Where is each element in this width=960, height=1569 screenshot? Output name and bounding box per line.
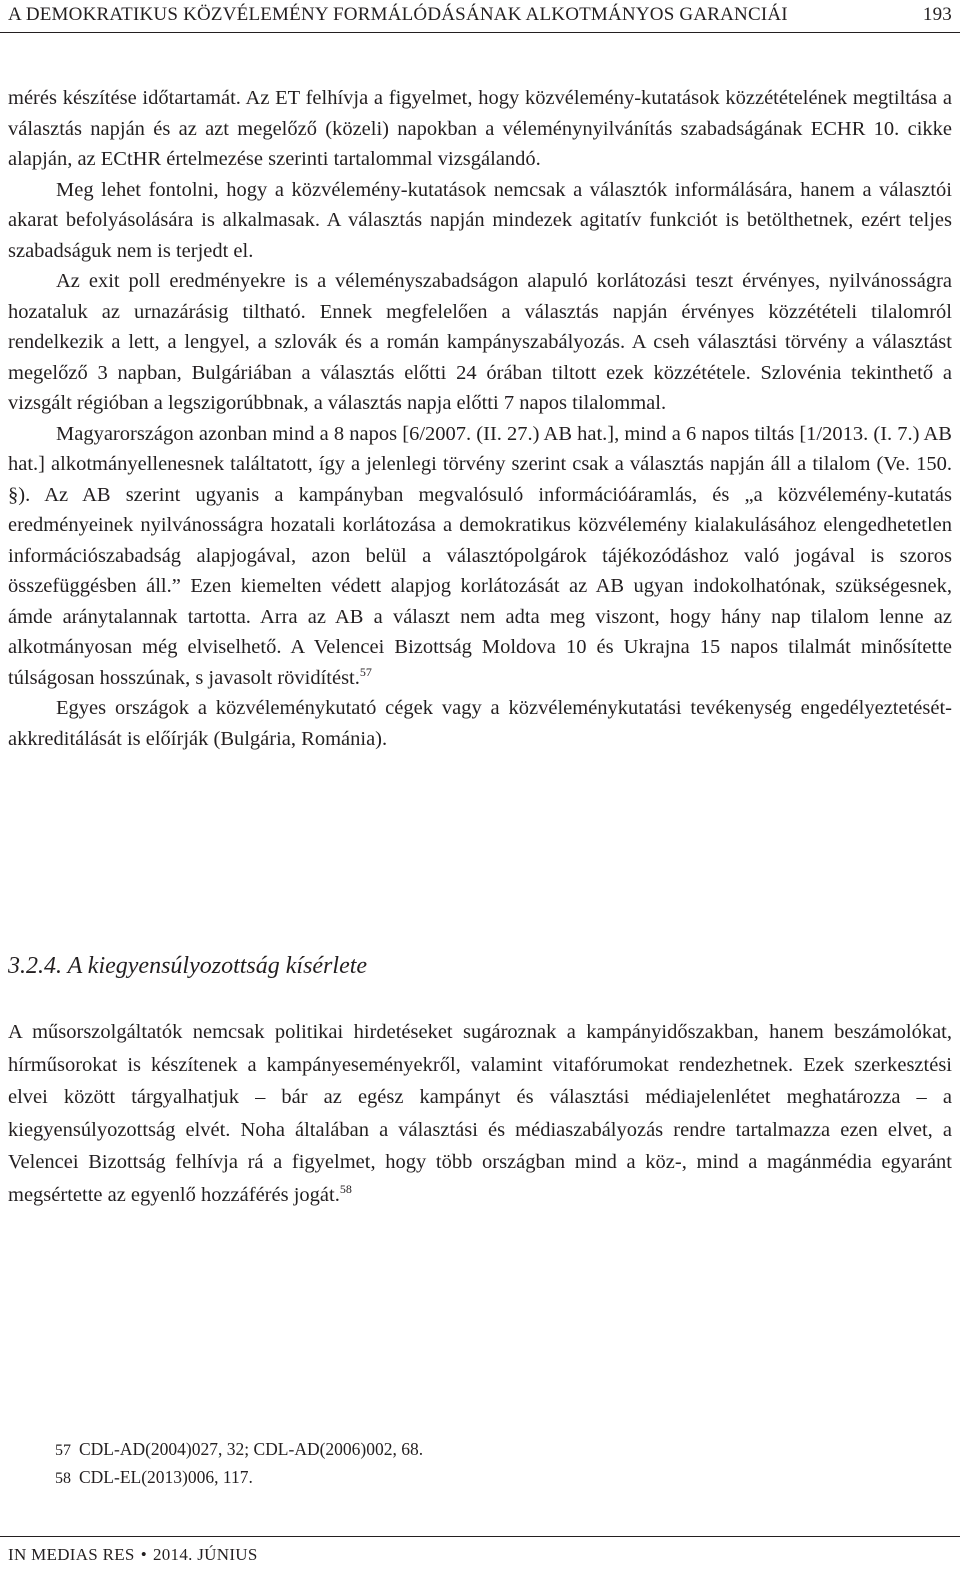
paragraph-continuation: mérés készítése időtartamát. Az ET felhívja a figyelmet, hogy közvélemény-kutatások közzétételének megtiltása a választás napján és az azt megelőző (közeli) napokban a véleménynyilvánítás szabadságának ECHR 10. cikke alapján, az ECtHR értelmezése szerinti tartalommal vizsgálandó. [8,87,952,170]
running-header-title: A DEMOKRATIKUS KÖZVÉLEMÉNY FORMÁLÓDÁSÁNAK ALKOTMÁNYOS GARANCIÁI [8,4,788,25]
paragraph-4 [8,419,952,694]
bullet-separator: • [140,1545,147,1564]
footnote-text: CDL-AD(2004)027, 32; CDL-AD(2006)002, 68. [79,1439,424,1459]
issue-date: 2014. JÚNIUS [152,1545,258,1564]
footnote-number: 57 [55,1442,71,1459]
page-number: 193 [922,4,952,25]
section-paragraph: A műsorszolgáltatók nemcsak politikai hirdetéseket sugároznak a kampányidőszakban, hanem beszámolókat, hírműsorokat is készítenek a kampányeseményekről, valamint vitafórumokat rendezhetnek. Ezek szerkesztési elvei között tárgyalhatjuk – bár az egész kampányt és választási médiajelenlétet meghatározza – a kiegyensúlyozottság elvét. Noha általában a választási és médiaszabályozás rendre tartalmazza ezen elvet, a Velencei Bizottság felhívja rá a figyelmet, hogy több országban mind a köz-, mind a magánmédia egyaránt megsértette az egyenlő hozzáférés jogát. [8,1021,952,1206]
paragraph-4-text: Magyarországon azonban mind a 8 napos [6/2007. (II. 27.) AB hat.], mind a 6 napos tiltás [1/2013. (I. 7.) AB hat.] alkotmányellenesnek találtatott, így a jelenlegi törvény szerint csak a választás napján áll a tilalom (Ve. 150. §). Az AB szerint ugyanis a kampányban megvalósuló információáramlás, és „a közvélemény-kutatás eredményeinek nyilvánosságra hozatali korlátozása a demokratikus közvélemény kialakulásához elengedhetetlen információszabadság alapjogával, azon belül a választópolgárok tájékozódáshoz való jogával is szoros összefüggésben áll.” Ezen kiemelten védett alapjog korlátozását az AB ugyan indokolhatónak, szükségesnek, ámde aránytalannak tartotta. Arra az AB a választ nem adta meg viszont, hogy hány nap tilalom lenne az alkotmányosan még elviselhető. A Velencei Bizottság Moldova 10 és Ukrajna 15 napos tilalmát minősítette túlságosan hosszúnak, s javasolt rövidítést. [8,422,952,689]
footer-rule [0,1536,960,1537]
running-footer [8,1543,258,1567]
footnote-ref-58: 58 [339,1181,352,1196]
publication-name: IN MEDIAS RES [8,1545,135,1564]
header-rule [0,32,960,33]
footnote-number: 58 [55,1470,71,1487]
running-header [8,2,952,28]
section-heading: 3.2.4. A kiegyensúlyozottság kísérlete [8,953,368,979]
paragraph-5: Egyes országok a közvéleménykutató cégek vagy a közvéleménykutatási tevékenység engedélyeztetését-akkreditálását is előírják (Bulgária, Románia). [8,697,952,750]
footnote-ref-57: 57 [359,664,372,679]
footnotes [55,1436,935,1492]
paragraph-3: Az exit poll eredményekre is a véleményszabadságon alapuló korlátozási teszt érvényes, nyilvánosságra hozataluk az urnazárásig tiltható. Ennek megfelelően a választás napján érvényes közzétételi tilalomról rendelkezik a lett, a lengyel, a szlovák és a román kampányszabályozás. A cseh választási törvény a választást megelőző 3 napban, Bulgáriában a választás előtti 24 órában tiltott ezek közzététele. Szlovénia tekinthető a vizsgált régióban a legszigorúbbnak, a választás napja előtti 7 napos tilalommal. [8,270,952,414]
section-text [8,1016,952,1211]
main-text [8,83,952,754]
paragraph-2: Meg lehet fontolni, hogy a közvélemény-kutatások nemcsak a választók informálására, hanem a választói akarat befolyásolására is alkalmasak. A választás napján mindezek agitatív funkciót is betölthetnek, ezért teljes szabadságuk nem is terjedt el. [8,178,952,262]
footnote-text: CDL-EL(2013)006, 117. [79,1467,253,1487]
footnote-57 [55,1436,935,1464]
footnote-58 [55,1464,935,1492]
